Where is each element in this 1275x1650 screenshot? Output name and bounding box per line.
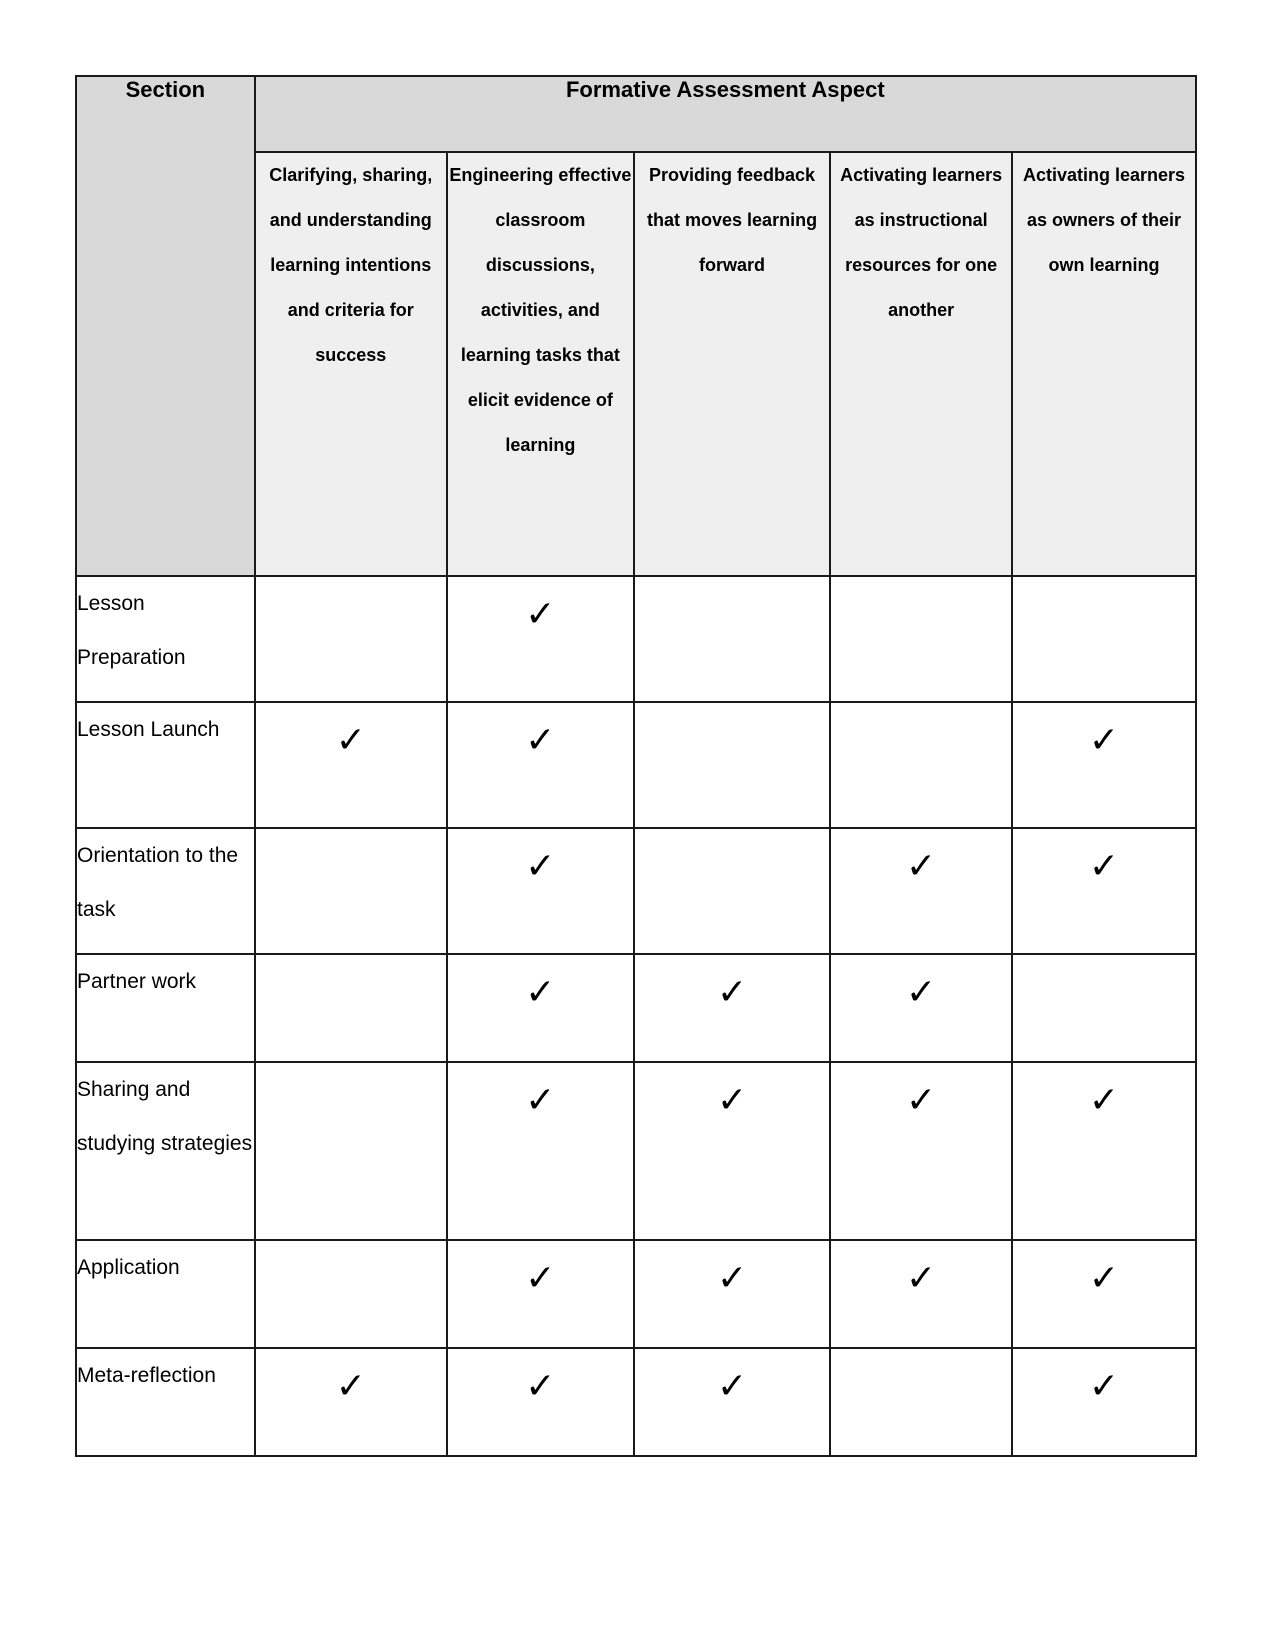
- checkmark-icon: ✓: [716, 1258, 748, 1299]
- aspect-cell: [634, 702, 830, 828]
- aspect-cell: [830, 1240, 1012, 1348]
- checkmark-icon: ✓: [525, 1258, 556, 1299]
- section-column-header: Section: [76, 76, 255, 576]
- aspect-cell: [1012, 1062, 1196, 1240]
- aspect-cell: [447, 576, 634, 702]
- checkmark-icon: ✓: [906, 972, 937, 1013]
- aspect-column-header: Engineering effective classroom discussions, activities, and learning tasks that elicit evidence of learning: [447, 152, 634, 576]
- table-row: [76, 1240, 1196, 1348]
- section-label: Orientation to the task: [76, 828, 255, 954]
- aspect-cell: [634, 828, 830, 954]
- table-body: [76, 576, 1196, 1456]
- aspect-cell: [634, 576, 830, 702]
- checkmark-icon: ✓: [1088, 1258, 1120, 1299]
- aspect-cell: [447, 1240, 634, 1348]
- aspect-cell: [255, 702, 447, 828]
- section-label: Lesson Preparation: [76, 576, 255, 702]
- aspect-cell: [447, 1348, 634, 1456]
- aspect-cell: [634, 1062, 830, 1240]
- checkmark-icon: ✓: [525, 594, 556, 635]
- checkmark-icon: ✓: [525, 972, 556, 1013]
- aspect-cell: [255, 1348, 447, 1456]
- checkmark-icon: ✓: [525, 846, 556, 887]
- checkmark-icon: ✓: [525, 720, 556, 761]
- aspect-cell: [1012, 1240, 1196, 1348]
- table-row: [76, 1062, 1196, 1240]
- checkmark-icon: ✓: [525, 1366, 556, 1407]
- aspect-group-header: Formative Assessment Aspect: [255, 76, 1196, 152]
- aspect-cell: [830, 1062, 1012, 1240]
- section-label: Sharing and studying strategies: [76, 1062, 255, 1240]
- table-row: [76, 702, 1196, 828]
- aspect-cell: [634, 954, 830, 1062]
- aspect-cell: [255, 954, 447, 1062]
- checkmark-icon: ✓: [906, 1080, 937, 1121]
- section-label: Partner work: [76, 954, 255, 1062]
- aspect-cell: [830, 828, 1012, 954]
- section-label: Application: [76, 1240, 255, 1348]
- checkmark-icon: ✓: [1088, 1080, 1120, 1121]
- table-row: [76, 576, 1196, 702]
- aspect-cell: [1012, 954, 1196, 1062]
- aspect-cell: [1012, 576, 1196, 702]
- document-page: [75, 75, 1197, 1457]
- aspect-cell: [447, 954, 634, 1062]
- checkmark-icon: ✓: [906, 1258, 937, 1299]
- checkmark-icon: ✓: [716, 972, 748, 1013]
- checkmark-icon: ✓: [335, 1366, 366, 1407]
- aspect-cell: [634, 1240, 830, 1348]
- checkmark-icon: ✓: [1088, 846, 1120, 887]
- section-label: Meta-reflection: [76, 1348, 255, 1456]
- checkmark-icon: ✓: [716, 1080, 748, 1121]
- aspect-column-header: Activating learners as owners of their own learning: [1012, 152, 1196, 576]
- aspect-cell: [1012, 1348, 1196, 1456]
- aspect-cell: [1012, 702, 1196, 828]
- aspect-cell: [447, 828, 634, 954]
- aspect-cell: [1012, 828, 1196, 954]
- table-row: [76, 954, 1196, 1062]
- checkmark-icon: ✓: [335, 720, 366, 761]
- aspect-cell: [830, 576, 1012, 702]
- checkmark-icon: ✓: [1088, 720, 1120, 761]
- checkmark-icon: ✓: [716, 1366, 748, 1407]
- aspect-cell: [830, 702, 1012, 828]
- table-row: [76, 1348, 1196, 1456]
- aspect-cell: [255, 1240, 447, 1348]
- aspect-cell: [447, 702, 634, 828]
- section-label: Lesson Launch: [76, 702, 255, 828]
- checkmark-icon: ✓: [1088, 1366, 1120, 1407]
- aspect-cell: [447, 1062, 634, 1240]
- formative-assessment-table: [75, 75, 1197, 1457]
- checkmark-icon: ✓: [525, 1080, 556, 1121]
- aspect-column-header: Clarifying, sharing, and understanding learning intentions and criteria for success: [255, 152, 447, 576]
- aspect-cell: [255, 576, 447, 702]
- aspect-cell: [255, 1062, 447, 1240]
- aspect-cell: [634, 1348, 830, 1456]
- aspect-cell: [830, 954, 1012, 1062]
- aspect-column-header: Providing feedback that moves learning forward: [634, 152, 830, 576]
- checkmark-icon: ✓: [906, 846, 937, 887]
- aspect-cell: [255, 828, 447, 954]
- aspect-cell: [830, 1348, 1012, 1456]
- table-row: [76, 828, 1196, 954]
- aspect-column-header: Activating learners as instructional resources for one another: [830, 152, 1012, 576]
